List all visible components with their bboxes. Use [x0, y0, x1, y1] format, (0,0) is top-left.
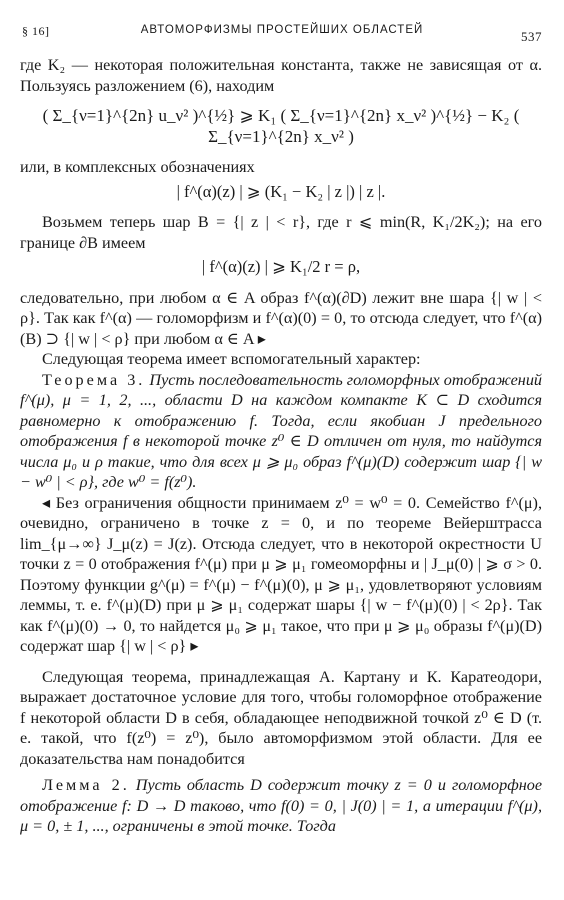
- paragraph-cartan: Следующая теорема, принадлежащая А. Картану и К. Каратеодори, выражает достаточное условие для того, чтобы голоморфное отображение f некоторой области D в себя, обладающее неподвижной точкой z⁰ ∈ D (т. е. такой, что f(z⁰) = z⁰), было автоморфизмом этой области. Для ее доказательства нам понадобится: [20, 667, 542, 768]
- lemma-2: [20, 775, 542, 837]
- formula-2: | f^(α)(z) | ⩾ (K₁ − K₂ | z |) | z |.: [176, 181, 386, 201]
- paragraph-5: Следующая теорема имеет вспомогательный характер:: [42, 350, 421, 368]
- page-body: [20, 55, 542, 837]
- running-title: АВТОМОРФИЗМЫ ПРОСТЕЙШИХ ОБЛАСТЕЙ: [140, 24, 424, 36]
- running-header: [22, 22, 542, 46]
- theorem-3: [20, 370, 542, 493]
- paragraph-1: где K₂ — некоторая положительная константа, также не зависящая от α. Пользуясь разложением (6), находим: [20, 56, 542, 95]
- page-number: 537: [521, 29, 542, 44]
- formula-3: | f^(α)(z) | ⩾ K₁/2 r = ρ,: [201, 257, 361, 276]
- formula-1: ( Σ_{ν=1}^{2n} u_ν² )^{½} ⩾ K₁ ( Σ_{ν=1}^{2n} x_ν² )^{½} − K₂ ( Σ_{ν=1}^{2n} x_ν² ): [42, 106, 520, 146]
- section-marker: § 16]: [22, 24, 50, 38]
- theorem-3-label: Теорема 3.: [42, 370, 146, 389]
- lemma-2-label: Лемма 2.: [42, 776, 130, 794]
- lemma-2-text: Пусть область D содержит точку z = 0 и голоморфное отображение f: D → D таково, что f(0) = 0, | J(0) | = 1, а итерации f^(μ), μ = 0, ± 1, ..., ограничены в этой точке. Тогда: [20, 776, 543, 835]
- proof-paragraph: ◂ Без ограничения общности принимаем z⁰ = w⁰ = 0. Семейство f^(μ), очевидно, ограничено в точке z = 0, и по теореме Вейерштрасса lim_{μ→∞} J_μ(z) = J(z). Отсюда следует, что в некоторой окрестности U точки z = 0 отображения f^(μ) при μ ⩾ μ₁ гомеоморфны и | J_μ(0) | ⩾ σ > 0. Поэтому функции g^(μ) = f^(μ) − f^(μ)(0), μ ⩾ μ₁, удовлетворяют условиям леммы, т. е. f^(μ)(D) при μ ⩾ μ₁ содержат шары {| w − f^(μ)(0) | < 2ρ}. Так как f^(μ)(0) → 0, то найдется μ₀ ⩾ μ₁ такое, что при μ ⩾ μ₀ образы f^(μ)(D) содержат шар {| w | < ρ} ▸: [20, 493, 542, 655]
- paragraph-3: Возьмем теперь шар B = {| z | < r}, где r ⩽ min(R, K₁/2K₂); на его границе ∂B имеем: [20, 213, 542, 252]
- paragraph-2: или, в комплексных обозначениях: [20, 158, 255, 176]
- paragraph-4: следовательно, при любом α ∈ A образ f^(α)(∂D) лежит вне шара {| w | < ρ}. Так как f^(α) — голоморфизм и f^(α)(0) = 0, то отсюда следует, что f^(α)(B) ⊃ {| w | < ρ} при любом α ∈ A ▸: [20, 288, 542, 348]
- theorem-3-text: Пусть последовательность голоморфных отображений f^(μ), μ = 1, 2, ..., области D на каждом компакте K ⊂ D сходится равномерно к отображению f. Тогда, если якобиан J предельного отображения f в некоторой точке z⁰ ∈ D отличен от нуля, то найдутся числа μ₀ и ρ такие, что для всех μ ⩾ μ₀ образ f^(μ)(D) содержит шар {| w − w⁰ | < ρ}, где w⁰ = f(z⁰).: [20, 370, 543, 491]
